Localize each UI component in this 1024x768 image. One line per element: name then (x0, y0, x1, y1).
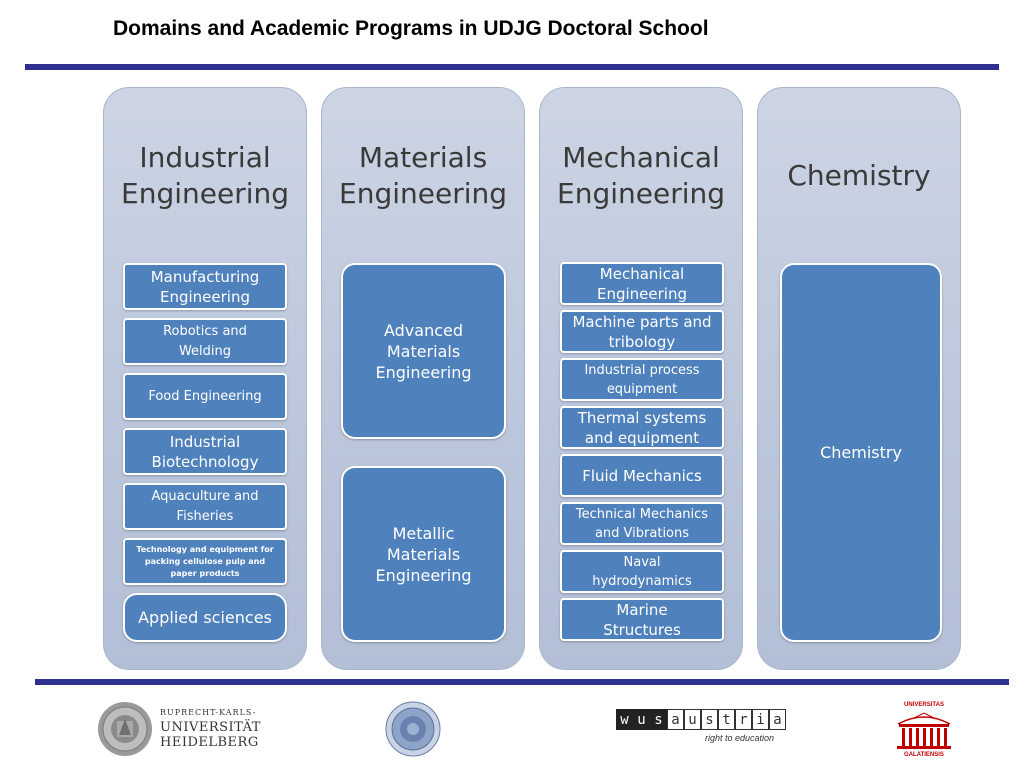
wus-letter: t (718, 709, 735, 730)
bottom-divider (35, 679, 1009, 685)
program-machine-parts-tribology[interactable]: Machine parts and tribology (560, 310, 724, 353)
program-manufacturing-engineering[interactable]: Manufacturing Engineering (123, 263, 287, 310)
wus-letter: a (769, 709, 786, 730)
program-mechanical-engineering[interactable]: Mechanical Engineering (560, 262, 724, 305)
heidelberg-seal-icon (97, 701, 153, 757)
heidelberg-line1: RUPRECHT-KARLS- (160, 708, 257, 717)
heidelberg-line3: HEIDELBERG (160, 735, 259, 750)
program-thermal-systems[interactable]: Thermal systems and equipment (560, 406, 724, 449)
galati-top-text: UNIVERSITAS (904, 702, 944, 708)
program-marine-structures[interactable]: Marine Structures (560, 598, 724, 641)
program-technical-mechanics[interactable]: Technical Mechanics and Vibrations (560, 502, 724, 545)
wus-letter: s (650, 709, 667, 730)
heidelberg-line2: UNIVERSITÄT (160, 720, 261, 735)
wus-letter: i (752, 709, 769, 730)
top-divider (25, 64, 999, 70)
galati-bottom-text: GALATIENSIS (904, 752, 944, 758)
wus-letter: r (735, 709, 752, 730)
program-fluid-mechanics[interactable]: Fluid Mechanics (560, 454, 724, 497)
wus-letter: u (633, 709, 650, 730)
program-aquaculture-fisheries[interactable]: Aquaculture and Fisheries (123, 483, 287, 530)
heidelberg-wordmark (160, 708, 261, 750)
column-title: Mechanical Engineering (557, 141, 725, 210)
galati-building-icon (894, 710, 954, 752)
program-industrial-process-equipment[interactable]: Industrial process equipment (560, 358, 724, 401)
program-applied-sciences[interactable]: Applied sciences (123, 593, 287, 642)
university-seal-icon (385, 701, 441, 757)
column-title: Chemistry (787, 159, 931, 192)
wus-letter: a (667, 709, 684, 730)
wus-letter: s (701, 709, 718, 730)
wus-letter: u (684, 709, 701, 730)
column-title: Materials Engineering (339, 141, 507, 210)
wus-tagline: right to education (705, 733, 775, 743)
page-title: Domains and Academic Programs in UDJG Doctoral School (113, 17, 709, 40)
wus-austria-logo (616, 709, 786, 731)
program-industrial-biotechnology[interactable]: Industrial Biotechnology (123, 428, 287, 475)
program-naval-hydrodynamics[interactable]: Naval hydrodynamics (560, 550, 724, 593)
program-metallic-materials[interactable]: Metallic Materials Engineering (341, 466, 506, 642)
program-robotics-welding[interactable]: Robotics and Welding (123, 318, 287, 365)
program-cellulose-packing[interactable]: Technology and equipment for packing cellulose pulp and paper products (123, 538, 287, 585)
program-chemistry[interactable]: Chemistry (780, 263, 942, 642)
wus-letter: w (616, 709, 633, 730)
program-food-engineering[interactable]: Food Engineering (123, 373, 287, 420)
program-advanced-materials[interactable]: Advanced Materials Engineering (341, 263, 506, 439)
column-title: Industrial Engineering (121, 141, 289, 210)
